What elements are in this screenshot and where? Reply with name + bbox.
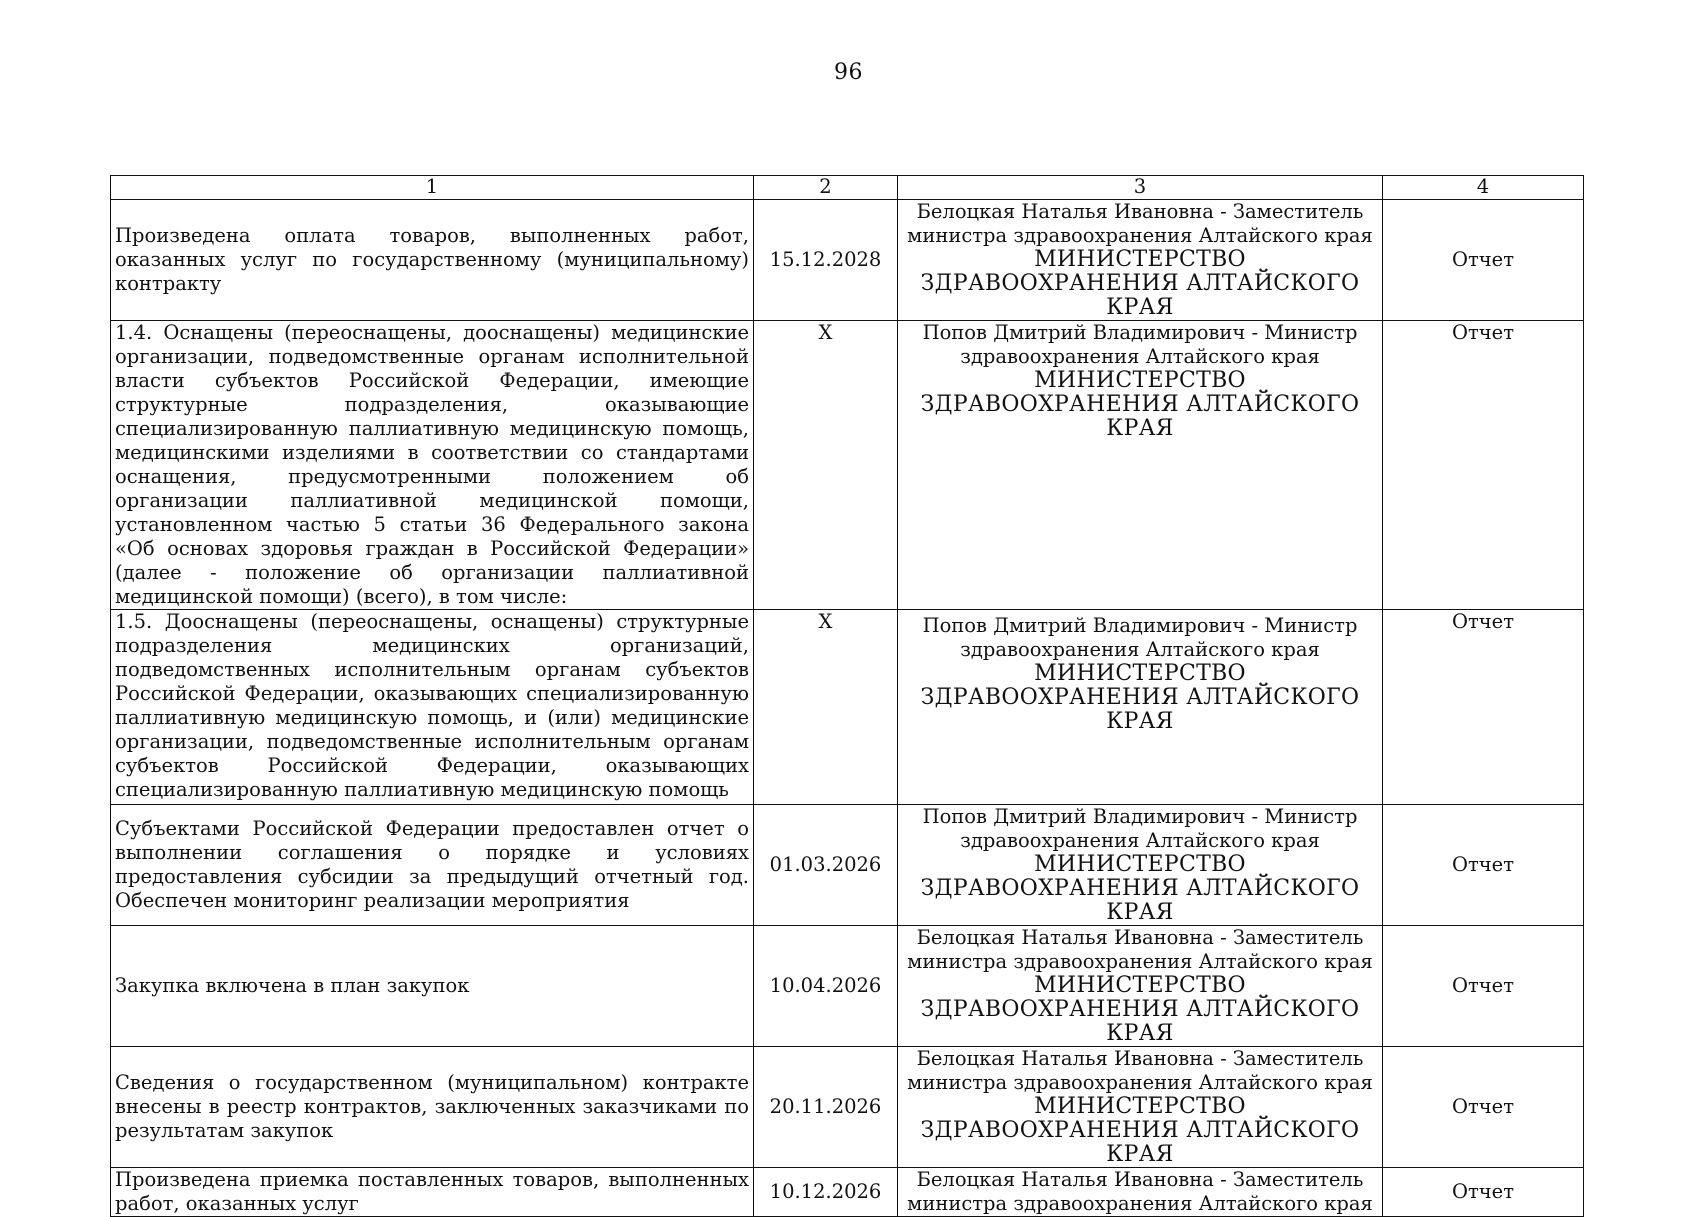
responsible-person: Попов Дмитрий Владимирович - Министр здравоохранения Алтайского края [922, 614, 1358, 661]
column-header: 2 [754, 176, 898, 200]
responsible-cell [898, 926, 1383, 1047]
table-row [111, 321, 1584, 610]
event-description: Произведена оплата товаров, выполненных работ, оказанных услуг по государственному (муниципальному) контракту [111, 200, 754, 321]
column-header: 3 [898, 176, 1383, 200]
responsible-organization: МИНИСТЕРСТВО ЗДРАВООХРАНЕНИЯ АЛТАЙСКОГО КРАЯ [920, 973, 1360, 1046]
responsible-cell [898, 610, 1383, 805]
responsible-person: Попов Дмитрий Владимирович - Министр здравоохранения Алтайского края [922, 805, 1358, 852]
table-row [111, 610, 1584, 805]
column-header: 1 [111, 176, 754, 200]
responsible-organization: МИНИСТЕРСТВО ЗДРАВООХРАНЕНИЯ АЛТАЙСКОГО КРАЯ [920, 368, 1360, 441]
responsible-cell [898, 200, 1383, 321]
result-type: Отчет [1383, 321, 1584, 610]
deadline-date: X [754, 321, 898, 610]
responsible-cell [898, 1047, 1383, 1168]
responsible-person: Попов Дмитрий Владимирович - Министр здравоохранения Алтайского края [922, 321, 1358, 368]
responsible-organization: МИНИСТЕРСТВО ЗДРАВООХРАНЕНИЯ АЛТАЙСКОГО КРАЯ [920, 852, 1360, 925]
responsible-cell [898, 1168, 1383, 1217]
page-number: 96 [834, 60, 863, 85]
table-row [111, 200, 1584, 321]
table-header-row [111, 176, 1584, 200]
column-header: 4 [1383, 176, 1584, 200]
deadline-date: 10.12.2026 [754, 1168, 898, 1217]
result-type: Отчет [1383, 610, 1584, 805]
responsible-organization: МИНИСТЕРСТВО ЗДРАВООХРАНЕНИЯ АЛТАЙСКОГО КРАЯ [920, 1094, 1360, 1167]
event-description: 1.5. Дооснащены (переоснащены, оснащены) структурные подразделения медицинских организаций, подведомственных исполнительным органам субъектов Российской Федерации, оказывающих специализированную паллиативную медицинскую помощь, и (или) медицинские организации, подведомственные исполнительным органам субъектов Российской Федерации, оказывающих специализированную паллиативную медицинскую помощь [111, 610, 754, 805]
event-description: Закупка включена в план закупок [111, 926, 754, 1047]
table-row [111, 805, 1584, 926]
result-type: Отчет [1383, 1168, 1584, 1217]
event-description: Субъектами Российской Федерации предоставлен отчет о выполнении соглашения о порядке и условиях предоставления субсидии за предыдущий отчетный год. Обеспечен мониторинг реализации мероприятия [111, 805, 754, 926]
responsible-person: Белоцкая Наталья Ивановна - Заместитель министра здравоохранения Алтайского края [907, 1168, 1373, 1215]
event-description: Сведения о государственном (муниципальном) контракте внесены в реестр контрактов, заключенных заказчиками по результатам закупок [111, 1047, 754, 1168]
result-type: Отчет [1383, 1047, 1584, 1168]
plan-table [110, 175, 1584, 1217]
responsible-cell [898, 321, 1383, 610]
event-description: 1.4. Оснащены (переоснащены, дооснащены) медицинские организации, подведомственные органам исполнительной власти субъектов Российской Федерации, имеющие структурные подразделения, оказывающие специализированную паллиативную медицинскую помощь, медицинскими изделиями в соответствии со стандартами оснащения, предусмотренными положением об организации паллиативной медицинской помощи, установленном частью 5 статьи 36 Федерального закона «Об основах здоровья граждан в Российской Федерации» (далее - положение об организации паллиативной медицинской помощи) (всего), в том числе: [111, 321, 754, 610]
deadline-date: 20.11.2026 [754, 1047, 898, 1168]
deadline-date: 01.03.2026 [754, 805, 898, 926]
responsible-person: Белоцкая Наталья Ивановна - Заместитель министра здравоохранения Алтайского края [907, 926, 1373, 973]
responsible-person: Белоцкая Наталья Ивановна - Заместитель министра здравоохранения Алтайского края [907, 1047, 1373, 1094]
result-type: Отчет [1383, 926, 1584, 1047]
event-description: Произведена приемка поставленных товаров, выполненных работ, оказанных услуг [111, 1168, 754, 1217]
result-type: Отчет [1383, 200, 1584, 321]
table-row [111, 926, 1584, 1047]
table-row [111, 1047, 1584, 1168]
responsible-person: Белоцкая Наталья Ивановна - Заместитель министра здравоохранения Алтайского края [907, 200, 1373, 247]
result-type: Отчет [1383, 805, 1584, 926]
responsible-cell [898, 805, 1383, 926]
deadline-date: 15.12.2028 [754, 200, 898, 321]
responsible-organization: МИНИСТЕРСТВО ЗДРАВООХРАНЕНИЯ АЛТАЙСКОГО КРАЯ [920, 247, 1360, 320]
deadline-date: 10.04.2026 [754, 926, 898, 1047]
table-row [111, 1168, 1584, 1217]
deadline-date: X [754, 610, 898, 805]
responsible-organization: МИНИСТЕРСТВО ЗДРАВООХРАНЕНИЯ АЛТАЙСКОГО КРАЯ [920, 661, 1360, 734]
